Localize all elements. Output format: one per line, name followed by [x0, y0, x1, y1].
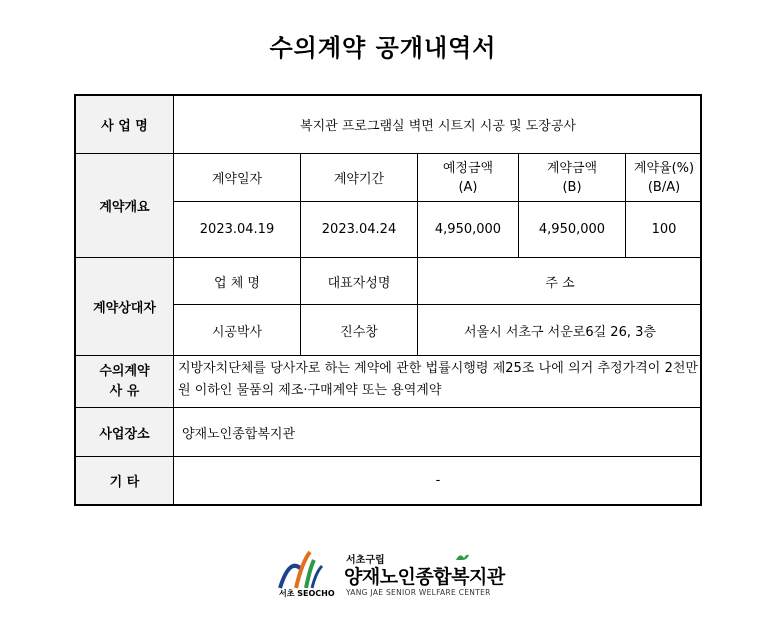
- etc-label: 기 타: [76, 457, 174, 504]
- location-label: 사업장소: [76, 408, 174, 457]
- address-header: 주 소: [418, 258, 702, 305]
- contract-period-header: 계약기간: [301, 154, 418, 202]
- business-name-value: 복지관 프로그램실 벽면 시트지 시공 및 도장공사: [174, 96, 702, 154]
- company-name-value: 시공박사: [174, 305, 301, 356]
- address-value: 서울시 서초구 서운로6길 26, 3층: [418, 305, 702, 356]
- reason-label-line2: 사 유: [109, 383, 140, 399]
- contract-rate-value: 100: [626, 202, 702, 258]
- estimated-amount-header-line1: 예정금액: [442, 160, 494, 176]
- contract-amount-header-line1: 계약금액: [546, 160, 598, 176]
- counterparty-label: 계약상대자: [76, 258, 174, 356]
- ceo-name-value: 진수창: [301, 305, 418, 356]
- contract-rate-header-line2: (B/A): [647, 179, 681, 195]
- reason-label: [76, 356, 174, 408]
- logo-emblem-icon: [276, 548, 346, 590]
- contract-rate-header-line1: 계약율(%): [633, 160, 695, 176]
- contract-amount-header-line2: (B): [562, 179, 582, 195]
- estimated-amount-header: [418, 154, 519, 202]
- reason-label-line1: 수의계약: [99, 363, 150, 379]
- contract-rate-header: [626, 154, 702, 202]
- document-title: 수의계약 공개내역서: [269, 34, 497, 62]
- reason-text: 지방자치단체를 당사자로 하는 계약에 관한 법률시행령 제25조 나에 의거 추정가격이 2천만원 이하인 물품의 제조·구매계약 또는 용역계약: [174, 356, 702, 408]
- company-name-header: 업 체 명: [174, 258, 301, 305]
- contract-amount-value: 4,950,000: [519, 202, 626, 258]
- contract-date-value: 2023.04.19: [174, 202, 301, 258]
- location-value: 양재노인종합복지관: [174, 408, 702, 457]
- etc-value: -: [435, 473, 441, 488]
- contract-period-value: 2023.04.24: [301, 202, 418, 258]
- estimated-amount-value: 4,950,000: [418, 202, 519, 258]
- estimated-amount-header-line2: (A): [458, 179, 478, 195]
- contract-date-header: 계약일자: [174, 154, 301, 202]
- contract-table: [74, 94, 702, 506]
- logo-small-text: 서초구립: [346, 555, 385, 566]
- contract-amount-header: [519, 154, 626, 202]
- logo-district: 서초 SEOCHO: [279, 589, 335, 598]
- logo-center-name: 양재노인종합복지관: [344, 566, 505, 588]
- contract-overview-label: 계약개요: [76, 154, 174, 258]
- leaf-icon: [454, 552, 470, 562]
- ceo-name-header: 대표자성명: [301, 258, 418, 305]
- logo-english-name: YANG JAE SENIOR WELFARE CENTER: [346, 588, 491, 597]
- business-name-label: 사 업 명: [76, 96, 174, 154]
